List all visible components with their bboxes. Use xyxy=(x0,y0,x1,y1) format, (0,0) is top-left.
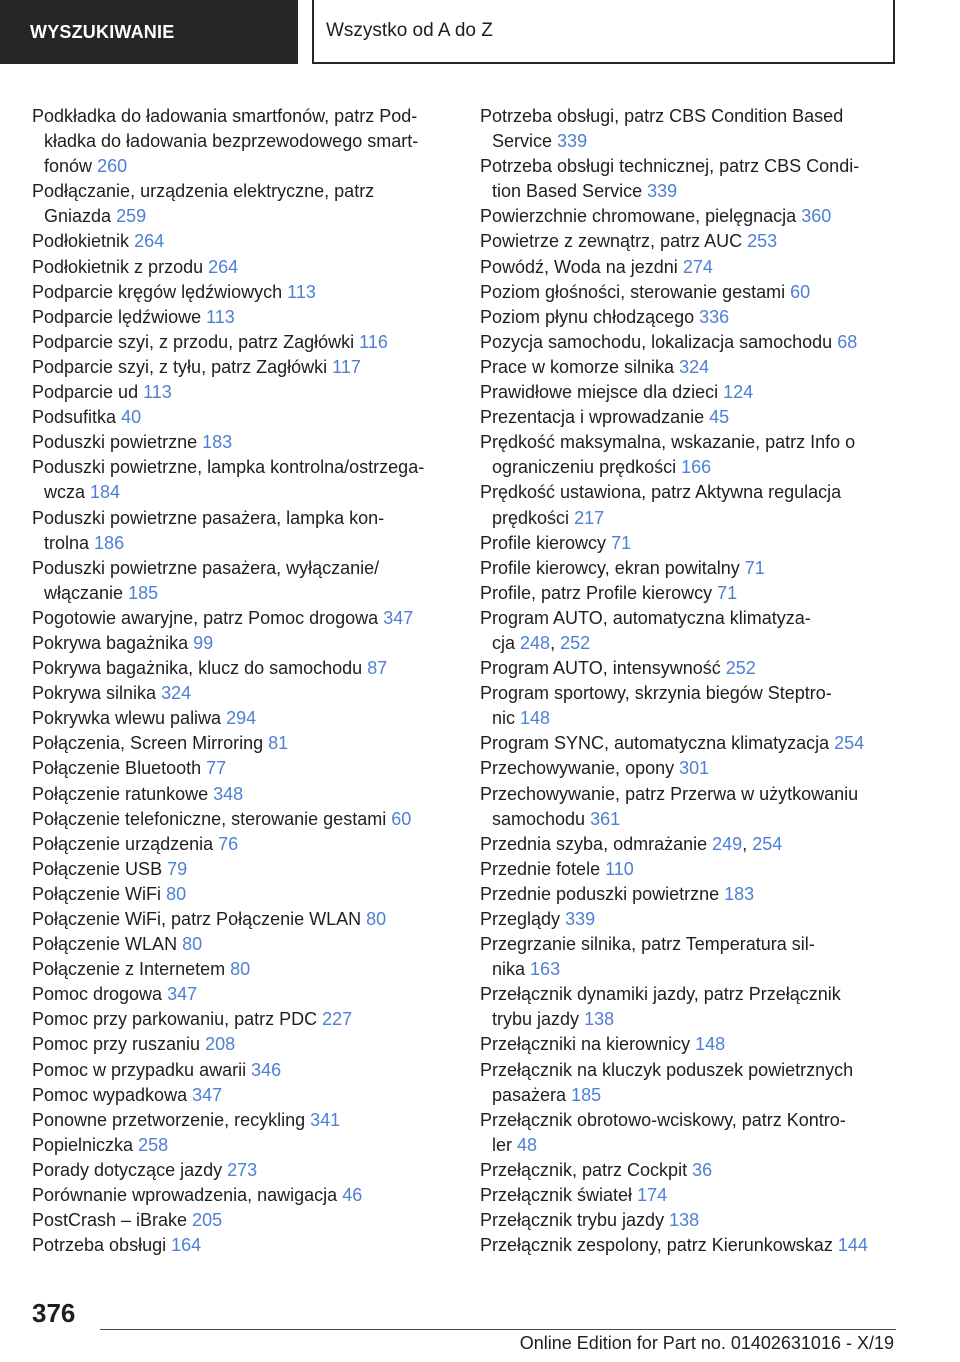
index-entry xyxy=(480,229,910,254)
page-reference-link[interactable]: 174 xyxy=(637,1185,668,1206)
index-entry-text: trybu jazdy xyxy=(492,1009,580,1030)
index-entry xyxy=(32,857,462,882)
index-entry-text: Profile kierowcy, ekran powitalny xyxy=(480,557,740,578)
index-entry xyxy=(480,330,910,355)
page-reference-link[interactable]: 339 xyxy=(565,909,596,929)
index-entry xyxy=(480,380,910,405)
page-reference-link[interactable]: 253 xyxy=(747,231,778,252)
index-entry-text: kładka do ładowania bezprzewodowego smart- xyxy=(44,131,419,152)
page-reference-link[interactable]: 183 xyxy=(202,432,233,453)
page-reference-link[interactable]: 258 xyxy=(138,1134,169,1155)
index-entry-text: Pomoc przy parkowaniu, patrz PDC xyxy=(32,1009,318,1030)
index-entry-text: pasażera xyxy=(492,1084,567,1105)
index-entry: Przednia szyba, odmrażanie 249, 254 xyxy=(480,833,783,854)
index-entry xyxy=(480,255,910,280)
index-entry-text: Podłączanie, urządzenia elektryczne, patrz xyxy=(32,181,375,202)
index-entry-text: Prędkość maksymalna, wskazanie, patrz Info o xyxy=(480,432,856,453)
page-reference-link[interactable]: 185 xyxy=(571,1084,602,1105)
index-entry xyxy=(32,380,462,405)
index-entry-text: Przełącznik, patrz Cockpit xyxy=(480,1159,688,1180)
index-entry xyxy=(32,882,462,907)
index-entry-text: Podłokietnik z przodu xyxy=(32,256,204,277)
index-entry xyxy=(32,405,462,430)
index-entry-text: Potrzeba obsługi xyxy=(32,1235,167,1256)
page-reference-link[interactable]: 347 xyxy=(167,984,198,1005)
index-entry-text: Poziom płynu chłodzącego xyxy=(480,306,695,327)
page-reference-link[interactable]: 77 xyxy=(206,758,227,779)
index-entry xyxy=(32,355,462,380)
index-entry xyxy=(480,1108,910,1158)
page-reference-link[interactable]: 324 xyxy=(161,683,192,704)
index-entry xyxy=(32,731,462,756)
index-entry xyxy=(32,656,462,681)
index-entry-text: tion Based Service xyxy=(492,181,643,202)
index-entry-text: Powierzchnie chromowane, pielęgnacja xyxy=(480,206,797,227)
index-entry-text: Potrzeba obsługi, patrz CBS Condition Based xyxy=(480,106,844,126)
index-entry-text: Prezentacja i wprowadzanie xyxy=(480,407,705,428)
page-reference-link[interactable]: 184 xyxy=(90,482,121,503)
page-reference-link[interactable]: 294 xyxy=(226,708,257,729)
page-reference-link[interactable]: 183 xyxy=(724,883,755,904)
index-entry-text: Przednia szyba, odmrażanie xyxy=(480,833,708,854)
index-entry-text: Przednie fotele xyxy=(480,858,601,879)
page-reference-link[interactable]: 249 xyxy=(712,833,743,854)
index-entry xyxy=(32,681,462,706)
index-entry-text: Połączenia, Screen Mirroring xyxy=(32,733,264,754)
page-reference-link[interactable]: 80 xyxy=(230,959,251,980)
index-entry-text: Połączenie USB xyxy=(32,858,163,879)
index-entry-text: Przełącznik dynamiki jazdy, patrz Przełącznik xyxy=(480,984,841,1005)
page-reference-link[interactable]: 113 xyxy=(206,306,235,327)
page-reference-link[interactable]: 273 xyxy=(227,1159,258,1180)
index-entry xyxy=(32,1183,462,1208)
page-reference-link[interactable]: 79 xyxy=(167,858,188,879)
index-entry-text: Porady dotyczące jazdy xyxy=(32,1159,223,1180)
section-tab: WYSZUKIWANIE xyxy=(0,0,298,64)
index-entry-text: samochodu xyxy=(492,808,586,829)
page-reference-link[interactable]: 264 xyxy=(134,231,165,252)
index-entry xyxy=(480,1158,910,1183)
page-reference-link[interactable]: 186 xyxy=(94,532,125,553)
index-entry-text: Pomoc przy ruszaniu xyxy=(32,1034,201,1055)
page-reference-link[interactable]: 347 xyxy=(192,1084,223,1105)
index-entry xyxy=(480,782,910,832)
index-entry-text: Pokrywa bagażnika xyxy=(32,632,189,653)
index-entry-text: fonów xyxy=(44,156,93,177)
index-entry-text: Porównanie wprowadzenia, nawigacja xyxy=(32,1185,338,1206)
index-entry xyxy=(32,756,462,781)
index-entry-text: Pomoc wypadkowa xyxy=(32,1084,188,1105)
page-reference-link[interactable]: 252 xyxy=(560,632,591,653)
index-entry-text: Przechowywanie, opony xyxy=(480,758,675,779)
index-entry xyxy=(480,480,910,530)
page-reference-link[interactable]: 166 xyxy=(681,457,712,478)
index-entry xyxy=(32,430,462,455)
index-entry xyxy=(32,807,462,832)
index-entry xyxy=(480,932,910,982)
page-reference-link[interactable]: 348 xyxy=(213,783,244,804)
index-entry-text: Pokrywka wlewu paliwa xyxy=(32,708,222,729)
page-reference-link[interactable]: 208 xyxy=(205,1034,236,1055)
page-reference-link[interactable]: 217 xyxy=(574,507,605,528)
index-entry xyxy=(480,280,910,305)
page-reference-link[interactable]: 116 xyxy=(359,331,388,352)
index-entry xyxy=(480,581,910,606)
index-entry xyxy=(480,1233,910,1258)
index-entry xyxy=(480,104,910,154)
page-reference-link[interactable]: 71 xyxy=(717,582,738,603)
index-entry xyxy=(32,631,462,656)
index-entry xyxy=(480,1183,910,1208)
index-entry xyxy=(480,531,910,556)
index-entry xyxy=(480,1032,910,1057)
index-entry-text: Podkładka do ładowania smartfonów, patrz Pod- xyxy=(32,106,418,126)
index-entry-text: Program AUTO, automatyczna klimatyza- xyxy=(480,607,811,628)
index-entry-text: Połączenie ratunkowe xyxy=(32,783,209,804)
page-reference-link[interactable]: 87 xyxy=(367,658,388,679)
page-header xyxy=(0,0,960,66)
index-entry-text: Podparcie szyi, z przodu, patrz Zagłówki xyxy=(32,331,355,352)
index-entry-text: ler xyxy=(492,1134,513,1155)
index-entry-text: Podparcie szyi, z tyłu, patrz Zagłówki xyxy=(32,356,328,377)
index-entry-text: Poduszki powietrzne, lampka kontrolna/ostrzega- xyxy=(32,457,425,478)
page-reference-link[interactable]: 254 xyxy=(834,733,865,754)
index-entry-text: Podparcie kręgów lędźwiowych xyxy=(32,281,283,302)
page-reference-link[interactable]: 346 xyxy=(251,1059,282,1080)
index-entry xyxy=(480,756,910,781)
page-reference-link[interactable]: 80 xyxy=(366,909,387,929)
page-reference-link[interactable]: 138 xyxy=(584,1009,615,1030)
index-entry-text: ograniczeniu prędkości xyxy=(492,457,677,478)
index-entry-text: Pomoc drogowa xyxy=(32,984,163,1005)
index-entry-text: Przeglądy xyxy=(480,909,561,929)
page-reference-link[interactable]: 81 xyxy=(268,733,289,754)
index-entry-text: Połączenie Bluetooth xyxy=(32,758,202,779)
index-entry xyxy=(480,982,910,1032)
page-reference-link[interactable]: 80 xyxy=(182,934,203,955)
index-entry xyxy=(32,1032,462,1057)
page-reference-link[interactable]: 138 xyxy=(669,1210,700,1231)
page-reference-link[interactable]: 163 xyxy=(530,959,561,980)
index-entry xyxy=(32,229,462,254)
index-column-left xyxy=(32,104,462,1258)
page-reference-link[interactable]: 148 xyxy=(695,1034,726,1055)
index-entry-text: Profile, patrz Profile kierowcy xyxy=(480,582,713,603)
section-subtitle: Wszystko od A do Z xyxy=(312,0,895,64)
index-entry-text: Podsufitka xyxy=(32,407,117,428)
index-entry-text: Prawidłowe miejsce dla dzieci xyxy=(480,382,719,403)
index-entry-text: włączanie xyxy=(44,582,124,603)
index-entry-text: trolna xyxy=(44,532,90,553)
index-entry-text: Program SYNC, automatyczna klimatyzacja xyxy=(480,733,830,754)
page-number: 376 xyxy=(32,1298,76,1328)
index-entry-text: Połączenie WLAN xyxy=(32,934,178,955)
index-entry-text: Połączenie z Internetem xyxy=(32,959,226,980)
page-reference-link[interactable]: 148 xyxy=(520,708,551,729)
index-entry xyxy=(480,405,910,430)
page-reference-link[interactable]: 46 xyxy=(342,1185,363,1206)
page-reference-link[interactable]: 254 xyxy=(752,833,783,854)
page-reference-link[interactable]: 40 xyxy=(121,407,142,428)
footer-rule xyxy=(100,1329,896,1330)
page-reference-link[interactable]: 205 xyxy=(192,1210,223,1231)
page-reference-link[interactable]: 248 xyxy=(520,632,551,653)
index-entry-text: Przełącznik trybu jazdy xyxy=(480,1210,665,1231)
index-entry xyxy=(32,1083,462,1108)
page-reference-link[interactable]: 259 xyxy=(116,206,147,227)
page-reference-link[interactable]: 324 xyxy=(679,356,710,377)
page-reference-link[interactable]: 252 xyxy=(725,658,756,679)
page-reference-link[interactable]: 361 xyxy=(590,808,621,829)
index-entry-text: Przełącznik zespolony, patrz Kierunkowskaz xyxy=(480,1235,833,1256)
index-entry-text: Połączenie telefoniczne, sterowanie gestami xyxy=(32,808,387,829)
index-entry-text: prędkości xyxy=(492,507,570,528)
page-reference-link[interactable]: 80 xyxy=(166,883,187,904)
index-entry-text: Poduszki powietrzne xyxy=(32,432,198,453)
page-reference-link[interactable]: 124 xyxy=(723,382,754,403)
page-reference-link[interactable]: 45 xyxy=(709,407,730,428)
page-reference-link[interactable]: 227 xyxy=(322,1009,353,1030)
index-entry xyxy=(480,731,910,756)
index-entry xyxy=(480,681,910,731)
index-entry-text: Przełącznik na kluczyk poduszek powietrznych xyxy=(480,1059,854,1080)
index-entry-text: Poduszki powietrzne pasażera, lampka kon- xyxy=(32,507,385,528)
index-entry xyxy=(32,982,462,1007)
page-reference-link[interactable]: 260 xyxy=(97,156,128,177)
index-entry-text: Profile kierowcy xyxy=(480,532,607,553)
index-entry-text: Podłokietnik xyxy=(32,231,130,252)
page-reference-link[interactable]: 339 xyxy=(647,181,678,202)
index-entry xyxy=(480,1058,910,1108)
index-entry-text: Przełączniki na kierownicy xyxy=(480,1034,691,1055)
index-entry xyxy=(32,104,462,179)
page-reference-link[interactable]: 339 xyxy=(557,131,588,152)
page-reference-link[interactable]: 144 xyxy=(837,1235,868,1256)
index-entry-text: Przechowywanie, patrz Przerwa w użytkowaniu xyxy=(480,783,859,804)
index-entry-text: Połączenie WiFi, patrz Połączenie WLAN xyxy=(32,909,362,929)
index-entry xyxy=(480,204,910,229)
page-reference-link[interactable]: 264 xyxy=(208,256,239,277)
index-entry xyxy=(32,179,462,229)
page-reference-link[interactable]: 99 xyxy=(193,632,214,653)
index-entry: Program AUTO, automatyczna klimatyza- cja 248, 252 xyxy=(480,607,811,653)
index-entry-text: Pomoc w przypadku awarii xyxy=(32,1059,247,1080)
index-entry xyxy=(32,1233,462,1258)
index-entry-text: Powietrze z zewnątrz, patrz AUC xyxy=(480,231,743,252)
index-entry-text: Podparcie ud xyxy=(32,382,139,403)
page-reference-link[interactable]: 71 xyxy=(611,532,632,553)
page-reference-link[interactable]: 71 xyxy=(744,557,765,578)
index-entry-text: Service xyxy=(492,131,553,152)
page-reference-link[interactable]: 360 xyxy=(801,206,832,227)
index-entry xyxy=(480,656,910,681)
index-entry xyxy=(32,932,462,957)
page-reference-link[interactable]: 60 xyxy=(790,281,811,302)
index-entry-text: Potrzeba obsługi technicznej, patrz CBS Condi- xyxy=(480,156,860,177)
page-reference-link[interactable]: 68 xyxy=(837,331,858,352)
index-entry-text: Prędkość ustawiona, patrz Aktywna regulacja xyxy=(480,482,842,503)
index-column-right xyxy=(480,104,910,1258)
index-entry-text: Pogotowie awaryjne, patrz Pomoc drogowa xyxy=(32,607,379,628)
index-entry xyxy=(480,907,910,932)
index-entry-text: Popielniczka xyxy=(32,1134,134,1155)
index-entry xyxy=(32,1108,462,1133)
index-entry-text: Podparcie lędźwiowe xyxy=(32,306,202,327)
index-entry-text: nic xyxy=(492,708,516,729)
index-entry-text: Przednie poduszki powietrzne xyxy=(480,883,720,904)
index-entry-text: Pokrywa silnika xyxy=(32,683,157,704)
index-entry-text: Pokrywa bagażnika, klucz do samochodu xyxy=(32,658,363,679)
index-entry xyxy=(32,455,462,505)
index-entry-text: Przełącznik świateł xyxy=(480,1185,633,1206)
index-entry-text: Połączenie urządzenia xyxy=(32,833,214,854)
index-entry-text: Poduszki powietrzne pasażera, wyłączanie/ xyxy=(32,557,380,578)
index-entry xyxy=(32,1208,462,1233)
page-reference-link[interactable]: 76 xyxy=(218,833,239,854)
index-entry-text: Przegrzanie silnika, patrz Temperatura sil- xyxy=(480,934,815,955)
index-entry xyxy=(32,782,462,807)
index-entry-text: Połączenie WiFi xyxy=(32,883,162,904)
page-reference-link[interactable]: 164 xyxy=(171,1235,202,1256)
index-entry-text: Prace w komorze silnika xyxy=(480,356,675,377)
page-reference-link[interactable]: 336 xyxy=(699,306,730,327)
index-entry-text: Powódź, Woda na jezdni xyxy=(480,256,678,277)
index-entry xyxy=(32,606,462,631)
index-entry xyxy=(480,1208,910,1233)
index-entry-text: Program sportowy, skrzynia biegów Steptro- xyxy=(480,683,832,704)
index-entry xyxy=(480,857,910,882)
index-entry xyxy=(32,706,462,731)
page-reference-link[interactable]: 347 xyxy=(383,607,414,628)
index-entry xyxy=(32,1058,462,1083)
page-reference-link[interactable]: 110 xyxy=(605,858,634,879)
index-entry xyxy=(32,907,462,932)
index-entry xyxy=(480,556,910,581)
page-reference-link[interactable]: 301 xyxy=(679,758,710,779)
index-entry-text: Pozycja samochodu, lokalizacja samochodu xyxy=(480,331,833,352)
index-entry xyxy=(32,305,462,330)
index-entry-text: Gniazda xyxy=(44,206,112,227)
index-entry xyxy=(32,255,462,280)
page-reference-link[interactable]: 341 xyxy=(310,1109,341,1130)
index-entry xyxy=(480,430,910,480)
index-entry-text: Poziom głośności, sterowanie gestami xyxy=(480,281,786,302)
index-entry-text: nika xyxy=(492,959,526,980)
index-entry-text: wcza xyxy=(44,482,86,503)
page-reference-link[interactable]: 113 xyxy=(143,382,172,403)
page-reference-link[interactable]: 113 xyxy=(287,281,316,302)
index-entry xyxy=(32,1007,462,1032)
footer-edition: Online Edition for Part no. 01402631016 - X/19 xyxy=(519,1333,894,1353)
index-entry xyxy=(32,1133,462,1158)
page-reference-link[interactable]: 117 xyxy=(332,356,361,377)
index-entry xyxy=(32,1158,462,1183)
page-reference-link[interactable]: 274 xyxy=(682,256,713,277)
index-entry xyxy=(480,154,910,204)
index-entry xyxy=(32,280,462,305)
page-reference-link[interactable]: 48 xyxy=(517,1134,538,1155)
index-entry xyxy=(480,355,910,380)
index-entry xyxy=(480,882,910,907)
index-entry-text: Program AUTO, intensywność xyxy=(480,658,721,679)
index-entry xyxy=(32,330,462,355)
index-entry xyxy=(480,305,910,330)
index-entry xyxy=(32,957,462,982)
index-entry-text: PostCrash – iBrake xyxy=(32,1210,188,1231)
index-entry-text: cja xyxy=(492,632,516,653)
index-entry xyxy=(32,506,462,556)
index-entry-text: Przełącznik obrotowo-wciskowy, patrz Kontro- xyxy=(480,1109,846,1130)
index-entry xyxy=(32,556,462,606)
index-entry xyxy=(32,832,462,857)
index-entry-text: Ponowne przetworzenie, recykling xyxy=(32,1109,306,1130)
page-reference-link[interactable]: 60 xyxy=(391,808,412,829)
page-reference-link[interactable]: 185 xyxy=(128,582,159,603)
page-reference-link[interactable]: 36 xyxy=(692,1159,713,1180)
